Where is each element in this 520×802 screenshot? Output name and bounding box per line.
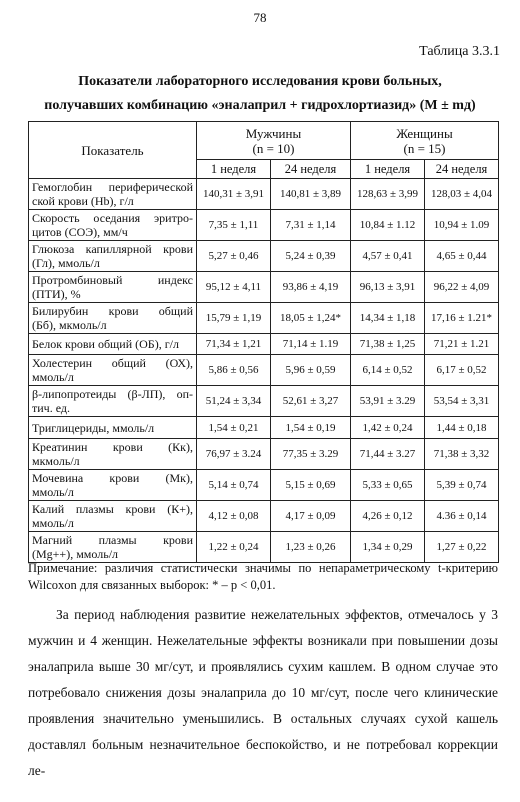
value-cell: 71,34 ± 1,21 <box>197 334 271 355</box>
value-cell: 5,33 ± 0,65 <box>351 470 425 501</box>
value-cell: 71,44 ± 3.27 <box>351 439 425 470</box>
table-row <box>29 470 499 501</box>
indicator-line-2: ммоль/л <box>32 516 74 530</box>
value-cell: 4,65 ± 0,44 <box>425 241 499 272</box>
header-women-week1: 1 неделя <box>351 160 425 179</box>
value-cell: 15,79 ± 1,19 <box>197 303 271 334</box>
indicator-cell <box>29 303 197 334</box>
table-note: Примечание: различия статистически значимы по непараметрическому t-критерию Wilcoxon для связанных выборок: * – p < 0,01. <box>28 561 498 592</box>
value-cell: 77,35 ± 3.29 <box>271 439 351 470</box>
value-cell: 53,91 ± 3.29 <box>351 386 425 417</box>
header-women-week24: 24 неделя <box>425 160 499 179</box>
indicator-line-1: Магний плазмы крови <box>32 533 193 547</box>
value-cell: 51,24 ± 3,34 <box>197 386 271 417</box>
indicator-cell <box>29 417 197 439</box>
value-cell: 76,97 ± 3.24 <box>197 439 271 470</box>
table-row <box>29 272 499 303</box>
value-cell: 7,31 ± 1,14 <box>271 210 351 241</box>
value-cell: 1,23 ± 0,26 <box>271 532 351 563</box>
indicator-cell <box>29 532 197 563</box>
table-row <box>29 210 499 241</box>
value-cell: 10,84 ± 1.12 <box>351 210 425 241</box>
value-cell: 140,31 ± 3,91 <box>197 179 271 210</box>
value-cell: 4,17 ± 0,09 <box>271 501 351 532</box>
value-cell: 6,14 ± 0,52 <box>351 355 425 386</box>
indicator-cell <box>29 334 197 355</box>
indicator-line-2: (Бб), мкмоль/л <box>32 318 107 332</box>
table-row <box>29 501 499 532</box>
value-cell: 17,16 ± 1.21* <box>425 303 499 334</box>
indicator-line-1: Калий плазмы крови (К+), <box>32 502 193 516</box>
indicator-cell <box>29 210 197 241</box>
value-cell: 6,17 ± 0,52 <box>425 355 499 386</box>
value-cell: 71,21 ± 1.21 <box>425 334 499 355</box>
table-row <box>29 439 499 470</box>
value-cell: 4.36 ± 0,14 <box>425 501 499 532</box>
value-cell: 7,35 ± 1,11 <box>197 210 271 241</box>
indicator-line-1: Белок крови общий (ОБ), г/л <box>32 337 179 351</box>
value-cell: 71,38 ± 1,25 <box>351 334 425 355</box>
value-cell: 5,86 ± 0,56 <box>197 355 271 386</box>
indicator-line-2: тич. ед. <box>32 401 70 415</box>
indicator-line-2: (Mg++), ммоль/л <box>32 547 119 561</box>
header-women-label: Женщины <box>396 125 453 141</box>
indicator-cell <box>29 439 197 470</box>
value-cell: 14,34 ± 1,18 <box>351 303 425 334</box>
indicator-cell <box>29 241 197 272</box>
value-cell: 52,61 ± 3,27 <box>271 386 351 417</box>
indicator-cell <box>29 179 197 210</box>
table-row <box>29 334 499 355</box>
body-paragraph: За период наблюдения развитие нежелательных эффектов, отмечалось у 3 мужчин и 4 женщин. Нежелательные эффекты возникали при повышении дозы эналаприла выше 30 мг/сут, и проявлялись сухим кашлем. В одном случае это потребовало снижения дозы эналаприла до 10 мг/сут, после чего клинические проявления значительно уменьшились. В остальных случаях сухой кашель доставлял больным незначительное беспокойство, и не потребовал коррекции ле- <box>28 607 498 778</box>
table-title <box>30 70 490 118</box>
value-cell: 1,27 ± 0,22 <box>425 532 499 563</box>
table-row <box>29 241 499 272</box>
value-cell: 1,22 ± 0,24 <box>197 532 271 563</box>
indicator-line-1: β-липопротеиды (β-ЛП), оп- <box>32 387 193 401</box>
table-row <box>29 179 499 210</box>
value-cell: 93,86 ± 4,19 <box>271 272 351 303</box>
title-line-2: получавших комбинацию «эналаприл + гидрохлортиазид» (M ± mд) <box>44 98 476 113</box>
indicator-cell <box>29 386 197 417</box>
value-cell: 5,14 ± 0,74 <box>197 470 271 501</box>
value-cell: 5,24 ± 0,39 <box>271 241 351 272</box>
value-cell: 95,12 ± 4,11 <box>197 272 271 303</box>
indicator-line-2: (Гл), ммоль/л <box>32 256 100 270</box>
indicator-line-1: Протромбиновый индекс <box>32 273 193 287</box>
value-cell: 53,54 ± 3,31 <box>425 386 499 417</box>
value-cell: 5,27 ± 0,46 <box>197 241 271 272</box>
value-cell: 71,38 ± 3,32 <box>425 439 499 470</box>
indicator-line-1: Триглицериды, ммоль/л <box>32 420 155 435</box>
indicator-line-2: ммоль/л <box>32 370 74 384</box>
lab-results-table <box>28 121 499 563</box>
header-women <box>351 122 499 160</box>
table-row <box>29 417 499 439</box>
header-men-n: (n = 10) <box>252 140 295 156</box>
header-men-week24: 24 неделя <box>271 160 351 179</box>
header-men <box>197 122 351 160</box>
indicator-cell <box>29 470 197 501</box>
indicator-line-2: (ПТИ), % <box>32 287 81 301</box>
value-cell: 1,54 ± 0,21 <box>197 417 271 439</box>
indicator-line-2: мкмоль/л <box>32 454 80 468</box>
indicator-line-1: Скорость оседания эритро- <box>32 211 193 225</box>
indicator-line-1: Креатинин крови (Кк), <box>32 440 193 454</box>
value-cell: 1,54 ± 0,19 <box>271 417 351 439</box>
value-cell: 5,96 ± 0,59 <box>271 355 351 386</box>
value-cell: 1,34 ± 0,29 <box>351 532 425 563</box>
header-women-n: (n = 15) <box>403 140 446 156</box>
value-cell: 4,12 ± 0,08 <box>197 501 271 532</box>
value-cell: 5,15 ± 0,69 <box>271 470 351 501</box>
value-cell: 96,22 ± 4,09 <box>425 272 499 303</box>
indicator-cell <box>29 355 197 386</box>
indicator-line-2: цитов (СОЭ), мм/ч <box>32 225 128 239</box>
title-line-1: Показатели лабораторного исследования крови больных, <box>78 74 442 89</box>
indicator-line-1: Мочевина крови (Мк), <box>32 471 193 485</box>
value-cell: 18,05 ± 1,24* <box>271 303 351 334</box>
indicator-cell <box>29 501 197 532</box>
indicator-line-2: ммоль/л <box>32 485 74 499</box>
value-cell: 10,94 ± 1.09 <box>425 210 499 241</box>
indicator-line-1: Билирубин крови общий <box>32 304 193 318</box>
header-men-label: Мужчины <box>245 125 302 141</box>
header-men-week1: 1 неделя <box>197 160 271 179</box>
indicator-cell <box>29 272 197 303</box>
value-cell: 5,39 ± 0,74 <box>425 470 499 501</box>
value-cell: 4,57 ± 0,41 <box>351 241 425 272</box>
indicator-line-1: Холестерин общий (ОХ), <box>32 356 193 370</box>
table-row <box>29 355 499 386</box>
value-cell: 128,03 ± 4,04 <box>425 179 499 210</box>
value-cell: 1,44 ± 0,18 <box>425 417 499 439</box>
indicator-line-1: Гемоглобин периферической <box>32 180 193 194</box>
table-label: Таблица 3.3.1 <box>419 44 500 59</box>
header-indicator: Показатель <box>29 122 197 179</box>
value-cell: 71,14 ± 1.19 <box>271 334 351 355</box>
indicator-line-1: Глюкоза капиллярной крови <box>32 242 193 256</box>
table-row <box>29 532 499 563</box>
value-cell: 128,63 ± 3,99 <box>351 179 425 210</box>
table-row <box>29 303 499 334</box>
value-cell: 140,81 ± 3,89 <box>271 179 351 210</box>
value-cell: 4,26 ± 0,12 <box>351 501 425 532</box>
table-row <box>29 386 499 417</box>
indicator-line-2: ской крови (Hb), г/л <box>32 194 134 208</box>
value-cell: 1,42 ± 0,24 <box>351 417 425 439</box>
value-cell: 96,13 ± 3,91 <box>351 272 425 303</box>
page-number: 78 <box>253 10 267 25</box>
